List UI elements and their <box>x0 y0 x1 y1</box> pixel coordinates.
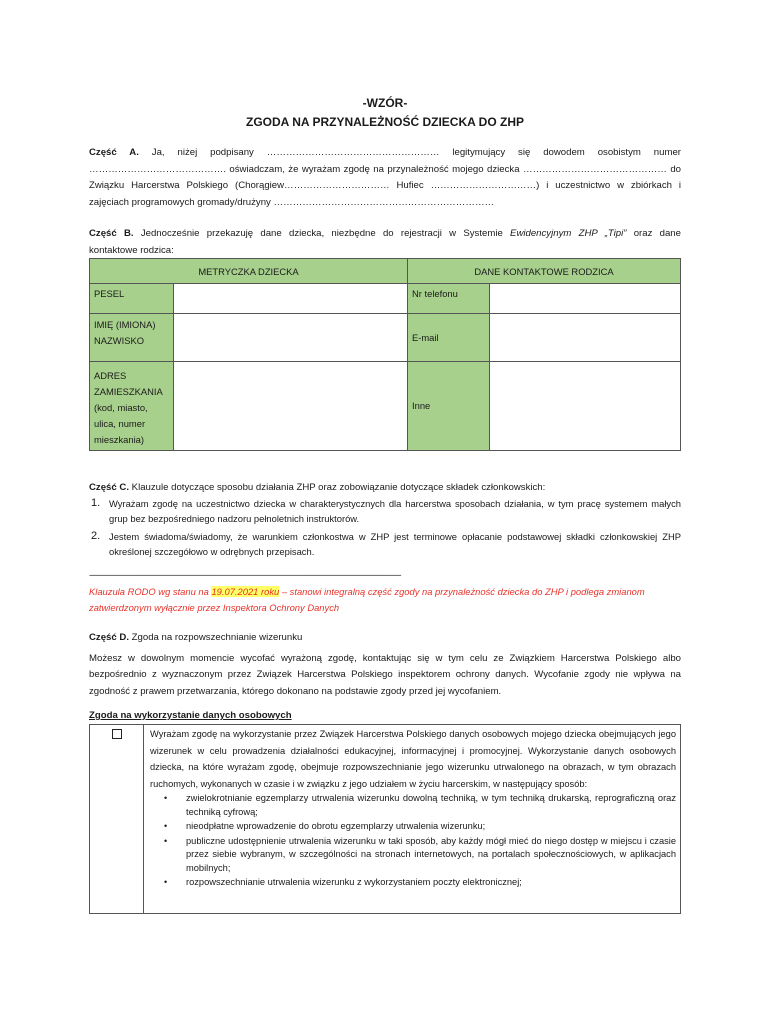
label-pesel: PESEL <box>90 284 174 314</box>
name-field[interactable] <box>174 314 408 362</box>
bullet-icon: • <box>164 835 168 846</box>
table-header-child: METRYCZKA DZIECKA <box>90 259 408 284</box>
bullet-icon: • <box>164 821 168 831</box>
part-a-paragraph <box>89 145 681 211</box>
bullet-icon: • <box>164 877 168 887</box>
document-title-marker: -WZÓR- <box>362 96 408 110</box>
label-email: E-mail <box>408 314 490 362</box>
part-d-paragraph <box>89 630 681 700</box>
part-b-label: Część B. <box>89 228 134 239</box>
part-a-line3: Związku Harcerstwa Polskiego (Chorągiew…………………………… Hufiec ……………………………) i uczestnictwo w zbiórkach i <box>89 180 681 191</box>
part-a-label: Część A. <box>89 147 139 158</box>
part-c-paragraph: Część C. Klauzule dotyczące sposobu działania ZHP oraz zobowiązanie dotyczące składek członkowskich: <box>89 482 546 493</box>
consent-box <box>89 724 681 914</box>
divider-line: ------------------------------------------------------------------------------------------------------------------------------------------------------------ <box>89 570 401 580</box>
consent-checkbox[interactable] <box>112 729 122 739</box>
part-a-line4: zajęciach programowych gromady/drużyny …………………………………………………………… <box>89 196 495 208</box>
consent-bullet-list <box>150 792 676 890</box>
document-title: ZGODA NA PRZYNALEŻNOŚĆ DZIECKA DO ZHP <box>246 115 524 129</box>
pesel-field[interactable] <box>174 284 408 314</box>
part-a-line1: Ja, niżej podpisany ……………………………………………… legitymujący się dowodem osobistym numer <box>151 147 681 158</box>
list-item: • zwielokrotnianie egzemplarzy utrwalenia wizerunku dowolną techniką, w tym techniką drukarską, reprograficzną oraz techniką cyfrową; <box>164 793 676 817</box>
part-d-heading: Zgoda na rozpowszechnianie wizerunku <box>131 632 303 643</box>
label-nazwisko: NAZWISKO <box>94 335 145 346</box>
list-item: • publiczne udostępnienie utrwalenia wizerunku w taki sposób, aby każdy mógł mieć do niego dostęp w miejscu i czasie przez siebie wybranym, w szczególności na stronach internetowych, na portalach społecznościowych, w aplikacjach mobilnych; <box>164 835 676 873</box>
phone-field[interactable] <box>490 284 681 314</box>
part-d-label: Część D. <box>89 632 129 643</box>
label-phone: Nr telefonu <box>408 284 490 314</box>
part-c-list <box>89 496 681 562</box>
part-d-text: Możesz w dowolnym momencie wycofać wyrażoną zgodę, kontaktując się w tym celu ze Związkiem Harcerstwa Polskiego albo bezpośrednio z wyznaczonym przez Związek Harcerstwa Polskiego inspektorem ochrony danych. Wycofanie zgody nie wpływa na zgodność z prawem przetwarzania, którego dokonano na podstawie zgody przed jej wycofaniem. <box>89 652 681 697</box>
list-item: 2. Jestem świadoma/świadomy, że warunkiem członkostwa w ZHP jest terminowe opłacanie podstawowej składki członkowskiej ZHP określonej szczegółowo w odrębnych przepisach. <box>91 530 681 557</box>
part-a-line2: ……………………………………. oświadczam, że wyrażam zgodę na przynależność mojego dziecka ……………………………………… do <box>89 163 681 175</box>
table-header-parent: DANE KONTAKTOWE RODZICA <box>408 259 681 284</box>
part-b-paragraph: Część B. Jednocześnie przekazuję dane dziecka, niezbędne do rejestracji w Systemie Ewidencyjnym ZHP „Tipi” oraz dane kontaktowe rodzica: <box>89 228 681 256</box>
list-item: • nieodpłatne wprowadzenie do obrotu egzemplarzy utrwalenia wizerunku; <box>150 820 676 834</box>
rodo-clause: Klauzula RODO wg stanu na 19.07.2021 roku – stanowi integralną część zgody na przynależność dziecka do ZHP i podlega zmianom zatwierdzonym wyłącznie przez Inspektora Ochrony Danych <box>89 586 645 613</box>
part-c-label: Część C. <box>89 482 129 493</box>
list-item: • rozpowszechnianie utrwalenia wizerunku z wykorzystaniem poczty elektronicznej; <box>150 876 676 890</box>
other-field[interactable] <box>490 362 681 451</box>
list-item: 1. Wyrażam zgodę na uczestnictwo dziecka w charakterystycznych dla harcerstwa sposobach działania, w tym pracę systemem małych grup bez bezpośredniego nadzoru pełnoletnich instruktorów. <box>91 497 681 524</box>
consent-text: Wyrażam zgodę na wykorzystanie przez Związek Harcerstwa Polskiego danych osobowych mojego dziecka obejmujących jego wizerunek w celu prowadzenia działalności edukacyjnej, informacyjnej i promocyjnej. Wykorzystanie danych osobowych dziecka, na które wyrażam zgodę, obejmuje rozpowszechnianie jego wizerunku utrwalonego na obrazach, w tym obrazach ruchomych, wykonanych w czasie i w związku z jego udziałem w życiu harcerskim, w następujący sposób: <box>150 729 676 789</box>
label-address: ADRES ZAMIESZKANIA (kod, miasto, ulica, numer mieszkania) <box>90 362 174 451</box>
child-data-table <box>89 258 681 451</box>
address-field[interactable] <box>174 362 408 451</box>
label-imie: IMIĘ (IMIONA) <box>94 319 156 330</box>
rodo-date-highlight: 19.07.2021 roku <box>211 586 280 597</box>
bullet-icon: • <box>164 793 168 803</box>
consent-heading: Zgoda na wykorzystanie danych osobowych <box>89 710 292 721</box>
email-field[interactable] <box>490 314 681 362</box>
label-other: Inne <box>408 362 490 451</box>
